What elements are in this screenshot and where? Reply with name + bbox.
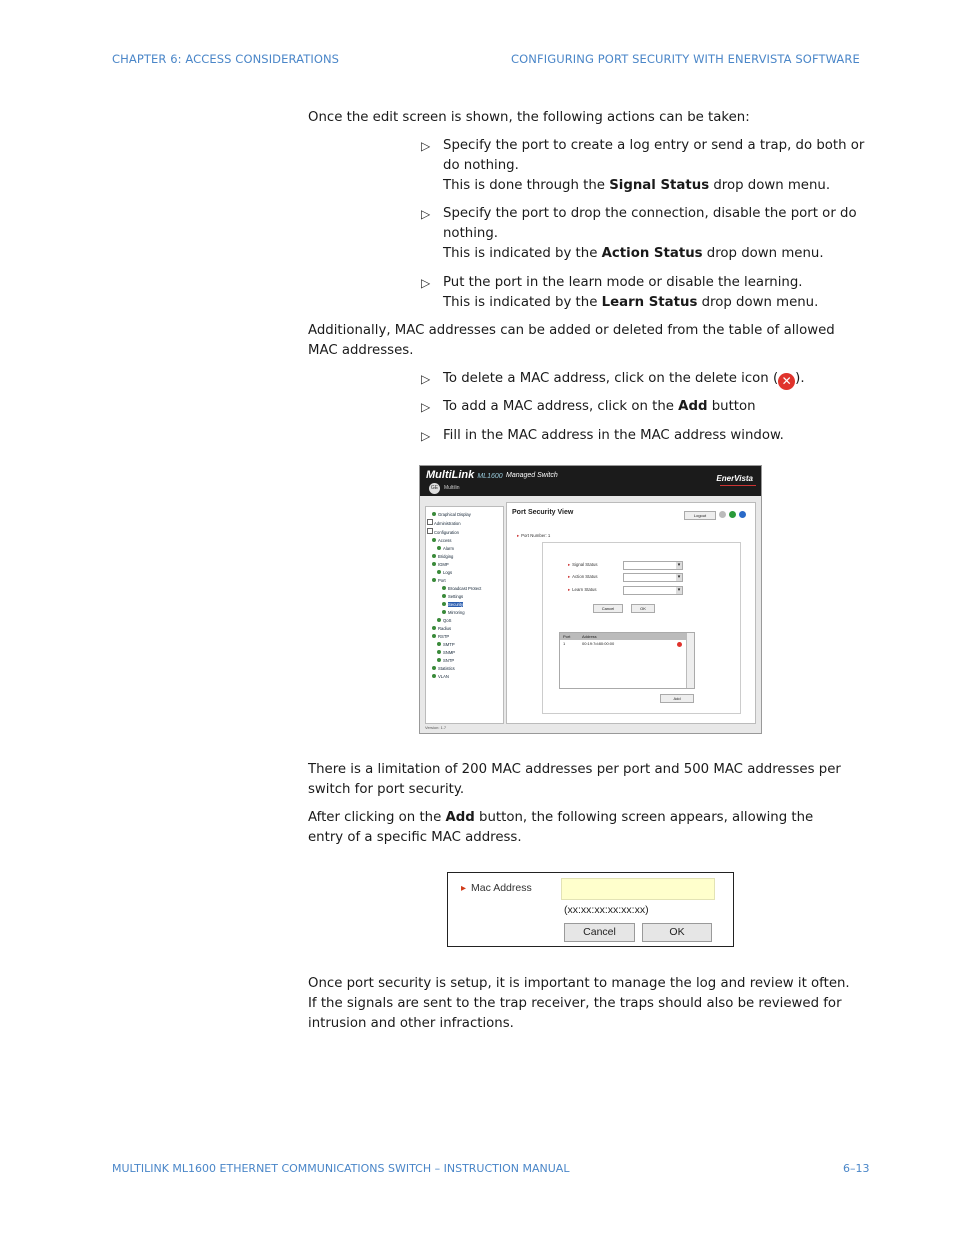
bullet-note: This is indicated by the: [443, 246, 602, 261]
tree-item-label: IGMP: [438, 562, 449, 567]
node-icon: [432, 554, 436, 558]
panel-title: Port Security View: [512, 509, 574, 516]
app-subtitle: Managed Switch: [506, 472, 558, 479]
table-scrollbar[interactable]: [686, 633, 694, 688]
bullet-text: Specify the port to create a log entry or send a trap, do both or do nothing.: [443, 138, 865, 173]
tree-item-label: SMTP: [443, 642, 455, 647]
after-add-paragraph: [308, 808, 848, 848]
cell-port: 1: [563, 641, 566, 646]
tree-item-label: QoS: [443, 618, 452, 623]
tree-item-label: Access: [438, 538, 452, 543]
node-icon: [432, 512, 436, 516]
signal-status-select[interactable]: [623, 561, 683, 570]
node-icon: [437, 658, 441, 662]
bullet-text: Fill in the MAC address in the MAC address window.: [443, 428, 784, 443]
tree-item[interactable]: [427, 641, 481, 649]
nav-tree: [427, 511, 481, 681]
signal-status-label: ▸ Signal Status: [568, 562, 598, 568]
delete-icon[interactable]: [677, 642, 682, 647]
ge-logo: GE: [429, 483, 440, 494]
tree-item-label: Configuration: [434, 530, 459, 535]
node-icon: [442, 586, 446, 590]
tree-item-label: Radius: [438, 626, 452, 631]
node-icon: [432, 674, 436, 678]
bullet-text: Put the port in the learn mode or disable the learning.: [443, 275, 803, 290]
mac-address-label: ▸ Mac Address: [461, 882, 532, 894]
tree-item[interactable]: [427, 657, 481, 665]
settings-box: [542, 542, 741, 714]
learn-status-select[interactable]: [623, 586, 683, 595]
action-status-label: ▸ Action Status: [568, 574, 598, 580]
nav-tree-panel: [425, 506, 504, 724]
tree-item-label: Alarm: [443, 546, 454, 551]
action-status-select[interactable]: [623, 573, 683, 582]
enervista-logo: EnerVista: [716, 474, 753, 483]
triangle-icon: ▷: [421, 400, 431, 414]
tree-item-label: Logs: [443, 570, 453, 575]
node-icon: [432, 578, 436, 582]
expand-icon: [427, 528, 433, 534]
col-port: Port: [563, 634, 571, 639]
tree-item-label: VLAN: [438, 674, 449, 679]
ok-button[interactable]: OK: [642, 923, 712, 942]
tree-item[interactable]: [427, 577, 481, 585]
node-icon: [437, 642, 441, 646]
tree-item[interactable]: [427, 625, 481, 633]
triangle-icon: ▷: [421, 139, 431, 153]
tree-item[interactable]: [427, 609, 481, 617]
node-icon: [432, 562, 436, 566]
node-icon: [432, 634, 436, 638]
triangle-icon: ▷: [421, 429, 431, 443]
bullet-note-bold: Action Status: [601, 246, 703, 261]
tree-item[interactable]: [427, 511, 481, 519]
bullet-text: Specify the port to drop the connection, disable the port or do nothing.: [443, 206, 857, 241]
ok-button[interactable]: OK: [631, 604, 655, 613]
bullet-text: To delete a MAC address, click on the delete icon (: [443, 371, 779, 386]
closing-paragraph: Once port security is setup, it is important to manage the log and review it often. If the signals are sent to the trap receiver, the traps should also be reviewed for intrusion and other infractions.: [308, 976, 850, 1031]
node-icon: [442, 610, 446, 614]
app-model: ML1600: [477, 473, 503, 480]
bullet-note-bold: Signal Status: [609, 178, 710, 193]
tree-item[interactable]: [427, 585, 481, 593]
tree-item[interactable]: [427, 561, 481, 569]
cancel-button[interactable]: Cancel: [593, 604, 623, 613]
tree-item[interactable]: [427, 665, 481, 673]
bullet-text: To add a MAC address, click on the: [443, 399, 679, 414]
mac-address-input[interactable]: [561, 878, 715, 900]
bullet-note-end: drop down menu.: [702, 246, 824, 261]
logo-underline: [720, 485, 756, 486]
node-icon: [432, 538, 436, 542]
additionally-paragraph: Additionally, MAC addresses can be added or deleted from the table of allowed MAC addresses.: [308, 323, 835, 358]
tree-item[interactable]: [427, 519, 481, 528]
triangle-icon: ▷: [421, 276, 431, 290]
node-icon: [442, 602, 446, 606]
intro-paragraph: Once the edit screen is shown, the following actions can be taken:: [308, 110, 750, 125]
node-icon: [432, 626, 436, 630]
tree-item[interactable]: [427, 633, 481, 641]
bullet-note-end: drop down menu.: [697, 295, 819, 310]
tree-item-label: Settings: [448, 594, 464, 599]
tree-item[interactable]: [427, 545, 481, 553]
bullet-text-end: button: [707, 399, 756, 414]
table-header: [560, 633, 694, 640]
tree-item-label: Security: [448, 602, 464, 607]
bullet-note-end: drop down menu.: [709, 178, 831, 193]
bullet-note: This is done through the: [443, 178, 610, 193]
learn-status-label: ▸ Learn Status: [568, 587, 597, 593]
bullet-text-end: ).: [795, 371, 805, 386]
node-icon: [437, 650, 441, 654]
mac-address-dialog: [447, 872, 734, 947]
tree-item[interactable]: [427, 601, 481, 609]
cell-address: 00:19:7d:80:00:00: [582, 641, 615, 646]
triangle-icon: ▷: [421, 207, 431, 221]
footer-title: MULTILINK ML1600 ETHERNET COMMUNICATIONS SWITCH – INSTRUCTION MANUAL: [112, 1162, 570, 1175]
bullet-note-bold: Learn Status: [601, 295, 698, 310]
tree-item[interactable]: [427, 673, 481, 681]
cancel-button[interactable]: Cancel: [564, 923, 635, 942]
tree-item[interactable]: [427, 528, 481, 537]
tree-item[interactable]: [427, 569, 481, 577]
tree-item[interactable]: [427, 617, 481, 625]
bullet-note: This is indicated by the: [443, 295, 602, 310]
delete-icon: ✕: [778, 373, 795, 390]
multilin-logo: Multilin: [444, 485, 460, 491]
header-chapter: CHAPTER 6: ACCESS CONSIDERATIONS: [112, 52, 340, 66]
tree-item-label: Broadcast Protect: [448, 586, 482, 591]
node-icon: [437, 546, 441, 550]
tree-item-label: Statistics: [438, 666, 455, 671]
page-number: 6–13: [843, 1162, 870, 1175]
node-icon: [437, 570, 441, 574]
header-section: CONFIGURING PORT SECURITY WITH ENERVISTA SOFTWARE: [511, 52, 860, 66]
col-address: Address: [582, 634, 597, 639]
node-icon: [437, 618, 441, 622]
after-add-text: After clicking on the: [308, 810, 446, 825]
tree-item-label: Port: [438, 578, 446, 583]
tree-item-label: Mirroring: [448, 610, 465, 615]
tree-item-label: Graphical Display: [438, 512, 471, 517]
version-label: Version: 1.7: [425, 725, 447, 730]
add-button[interactable]: Add: [660, 694, 694, 703]
after-add-end: button, the following screen appears, allowing the entry of a specific MAC address.: [308, 810, 814, 845]
tree-item-label: Administration: [434, 521, 461, 526]
port-number-label: ▸ Port Number: 1: [517, 533, 550, 539]
tree-item[interactable]: [427, 537, 481, 545]
tree-item-label: SNMP: [443, 650, 456, 655]
refresh-icon[interactable]: [729, 511, 736, 518]
app-logo: MultiLink: [426, 469, 475, 481]
bullet-text-bold: Add: [678, 399, 708, 414]
limitation-paragraph: There is a limitation of 200 MAC addresses per port and 500 MAC addresses per switch for port security.: [308, 762, 841, 797]
app-banner: [420, 466, 761, 496]
tree-item-label: RSTP: [438, 634, 450, 639]
tree-item-label: SNTP: [443, 658, 455, 663]
main-panel: [506, 502, 756, 724]
logout-button[interactable]: Logout: [684, 511, 716, 520]
tree-item[interactable]: [427, 593, 481, 601]
node-icon: [442, 594, 446, 598]
triangle-icon: ▷: [421, 372, 431, 386]
expand-icon: [427, 519, 433, 525]
tree-item[interactable]: [427, 649, 481, 657]
tree-item[interactable]: [427, 553, 481, 561]
tree-item-label: Bridging: [438, 554, 454, 559]
help-icon[interactable]: [739, 511, 746, 518]
after-add-bold: Add: [445, 810, 475, 825]
port-security-screenshot: [419, 465, 762, 734]
mac-format-hint: (xx:xx:xx:xx:xx:xx): [564, 904, 649, 916]
node-icon: [432, 666, 436, 670]
save-icon[interactable]: [719, 511, 726, 518]
mac-table: [559, 632, 695, 689]
